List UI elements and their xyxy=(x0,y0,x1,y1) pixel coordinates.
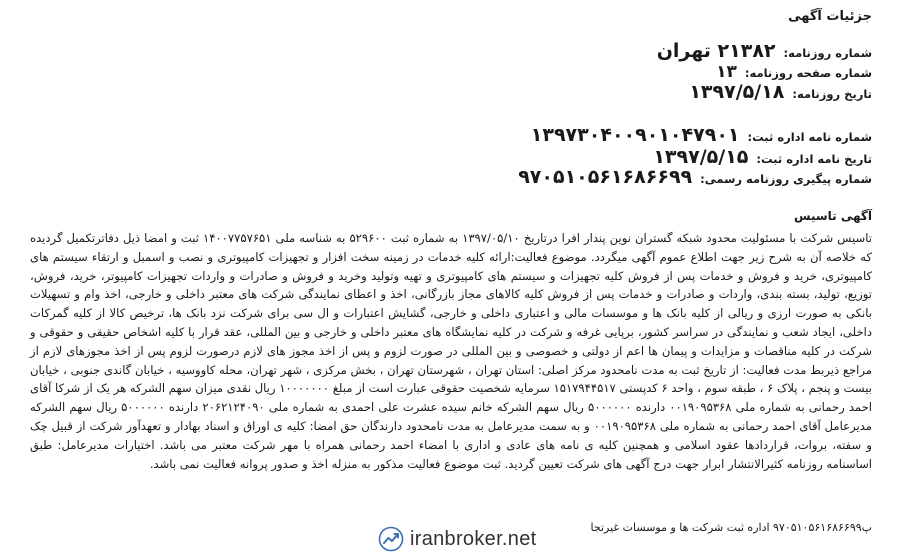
notice-footer: پ۹۷۰۵۱۰۵۶۱۶۸۶۶۹۹ اداره ثبت شرکت ها و موسسات غیرتجا xyxy=(590,521,872,534)
registration-date-label: تاریخ نامه اداره ثبت: xyxy=(756,152,872,166)
newspaper-page-label: شماره صفحه روزنامه: xyxy=(744,66,872,80)
newspaper-number-value: ۲۱۳۸۲ تهران xyxy=(656,40,776,62)
newspaper-date-value: ۱۳۹۷/۵/۱۸ xyxy=(689,81,785,103)
registration-letter-label: شماره نامه اداره ثبت: xyxy=(747,130,872,144)
newspaper-date-row xyxy=(689,81,872,103)
newspaper-date-label: تاریخ روزنامه: xyxy=(792,87,872,101)
trend-chart-icon xyxy=(378,526,404,552)
watermark-text: iranbroker.net xyxy=(410,527,537,550)
tracking-number-value: ۹۷۰۵۱۰۵۶۱۶۸۶۶۹۹ xyxy=(518,166,693,188)
notice-title: آگهی تاسیس xyxy=(793,209,872,223)
newspaper-number-label: شماره روزنامه: xyxy=(783,46,872,60)
tracking-number-row xyxy=(518,166,872,188)
newspaper-number-row xyxy=(657,40,872,62)
registration-letter-row xyxy=(531,124,872,146)
tracking-number-label: شماره پیگیری روزنامه رسمی: xyxy=(700,172,872,186)
notice-body: تاسیس شرکت با مسئولیت محدود شبکه گستران نوین پندار افرا درتاریخ ۱۳۹۷/۰۵/۱۰ به شماره ثبت ۵۲۹۶۰۰ به شناسه ملی ۱۴۰۰۷۷۵۷۶۵۱ ثبت و امضا ذیل دفاترتکمیل گردیده که خلاصه آن به شرح زیر جهت اطلاع عموم آگهی میگردد. موضوع فعالیت:ارائه کلیه خدمات در زمینه سخت افزار و تجهیزات کامپیوتری و نصب و اسمبل و ارتقاء سیستم های کامپیوتری، خرید و فروش و خدمات پس از فروش کلیه تجهیزات و سیستم های کامپیوتری و تهیه وتولید وخرید و فروش و صادرات و واردات تجهیزات کامپیوتر، خرید، فروش، توزیع، تولید، بسته بندی، واردات و صادرات و خدمات پس از فروش کلیه کالاهای مجاز بازرگانی، اخذ و اعطای نمایندگی شرکت های معتبر داخلی و خارجی، اخذ وام و تسهیلات بانکی به صورت ارزی و ریالی از کلیه بانک ها و موسسات مالی و اعتباری داخلی و خارجی، گشایش اعتبارات و ال سی برای شرکت نزد بانک ها، ترخیص کالا از کلیه گمرکات داخلی، ایجاد شعب و نمایندگی در سراسر کشور، برپایی غرفه و شرکت در کلیه نمایشگاه های معتبر داخلی و خارجی و بین المللی، عقد قرار با کلیه اشخاص حقیقی و حقوقی و شرکت در کلیه مناقصات و مزایدات و پیمان ها اعم از دولتی و خصوصی و بین المللی در صورت لزوم و پس از اخذ مجوز های لازم درصورت لزوم پس از اخذ مجوزهای لازم از مراجع ذیربط مدت فعالیت: از تاریخ ثبت به مدت نامحدود مرکز اصلی: استان تهران ، شهرستان تهران ، بخش مرکزی ، شهر تهران، محله کاووسیه ، خیابان گاندی جنوبی ، خیابان بیست و پنجم ، پلاک ۶ ، طبقه سوم ، واحد ۶ کدپستی ۱۵۱۷۹۴۴۵۱۷ سرمایه شخصیت حقوقی عبارت است از مبلغ ۱۰۰۰۰۰۰۰ ریال نقدی میزان سهم الشرکه هر یک از شرکا آقای احمد رحمانی به شماره ملی ۰۰۱۹۰۹۵۳۶۸ دارنده ۵۰۰۰۰۰۰ ریال سهم الشرکه خانم سیده عشرت علی احمدی به شماره ملی ۲۰۶۲۱۲۴۰۹۰ دارنده ۵۰۰۰۰۰۰ ریال سهم الشرکه مدیرعامل آقای احمد رحمانی به شماره ملی ۰۰۱۹۰۹۵۳۶۸ و به سمت مدیرعامل به مدت نامحدود دارندگان حق امضا: کلیه ی اوراق و اسناد بهادار و تعهدآور شرکت از قبیل چک و سفته، بروات، قراردادها عقود اسلامی و همچنین کلیه ی نامه های عادی و اداری با امضاء احمد رحمانی همراه با مهر شرکت معتبر می باشد. اختیارات مدیرعامل: طبق اساسنامه روزنامه کثیرالانتشار ابرار جهت درج آگهی های شرکت تعیین گردید. ثبت موضوع فعالیت مذکور به منزله اخذ و صدور پروانه فعالیت نمی باشد. xyxy=(30,231,872,471)
registration-date-value: ۱۳۹۷/۵/۱۵ xyxy=(653,146,749,168)
registration-date-row xyxy=(653,146,872,168)
newspaper-page-value: ۱۳ xyxy=(716,62,737,82)
newspaper-page-row xyxy=(716,62,872,82)
registration-letter-value: ۱۳۹۷۳۰۴۰۰۹۰۱۰۴۷۹۰۱ xyxy=(530,124,740,146)
watermark xyxy=(378,525,537,553)
page-title: جزئیات آگهی xyxy=(788,9,872,24)
